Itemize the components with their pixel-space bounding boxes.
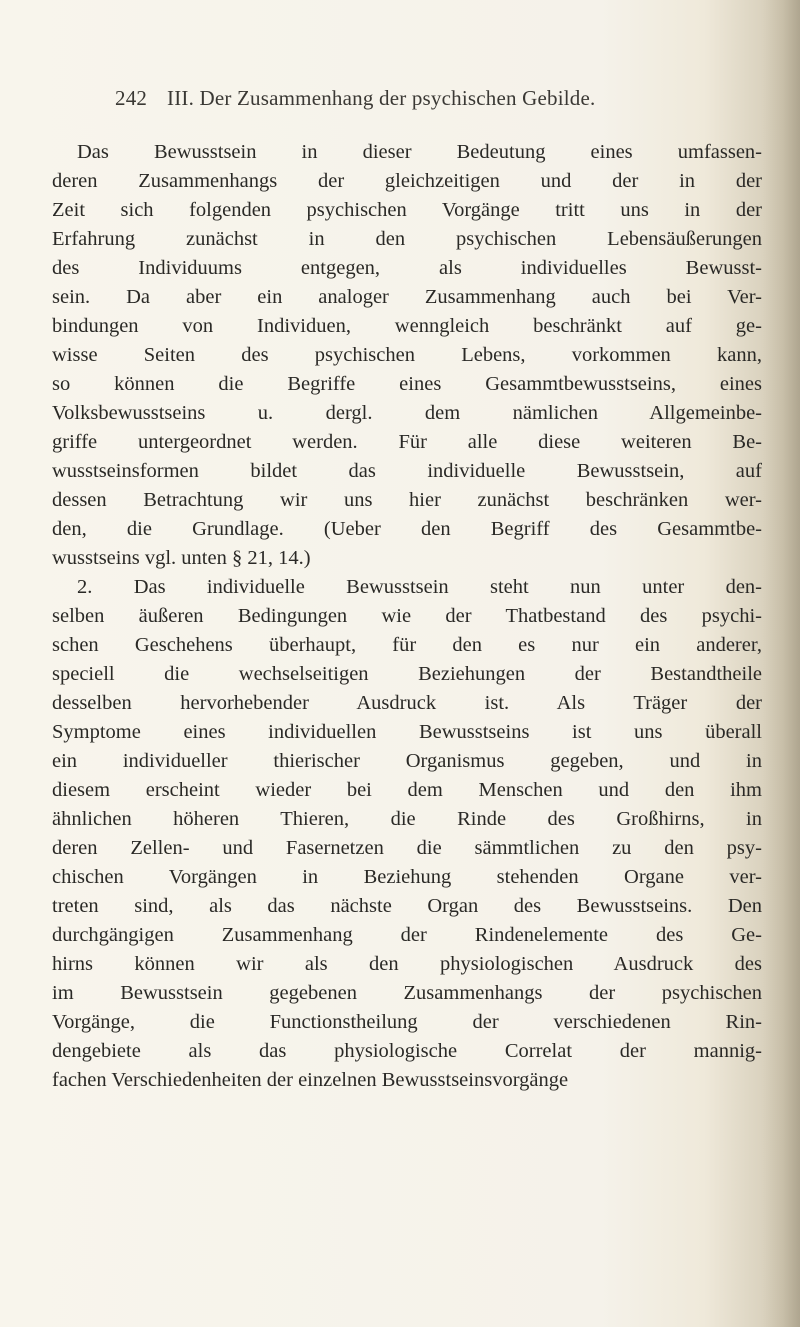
text-line: selben äußeren Bedingungen wie der Thatbestand des psychi- xyxy=(52,605,762,627)
body-text xyxy=(52,138,762,1095)
text-line: desselben hervorhebender Ausdruck ist. Als Träger der xyxy=(52,692,762,714)
text-line: ein individueller thierischer Organismus gegeben, und in xyxy=(52,750,762,772)
text-line: 2. Das individuelle Bewusstsein steht nun unter den- xyxy=(77,576,762,598)
text-line: Zeit sich folgenden psychischen Vorgänge tritt uns in der xyxy=(52,199,762,221)
text-line: Vorgänge, die Functionstheilung der verschiedenen Rin- xyxy=(52,1011,762,1033)
text-line: des Individuums entgegen, als individuelles Bewusst- xyxy=(52,257,762,279)
text-line: fachen Verschiedenheiten der einzelnen Bewusstseinsvorgänge xyxy=(52,1069,569,1091)
text-line: diesem erscheint wieder bei dem Menschen und den ihm xyxy=(52,779,762,801)
text-line: speciell die wechselseitigen Beziehungen der Bestandtheile xyxy=(52,663,762,685)
text-line: so können die Begriffe eines Gesammtbewusstseins, eines xyxy=(52,373,762,395)
text-line: dengebiete als das physiologische Correlat der mannig- xyxy=(52,1040,762,1062)
running-title: III. Der Zusammenhang der psychischen Gebilde. xyxy=(167,86,596,110)
text-line: hirns können wir als den physiologischen Ausdruck des xyxy=(52,953,762,975)
text-line: griffe untergeordnet werden. Für alle diese weiteren Be- xyxy=(52,431,762,453)
text-line: Erfahrung zunächst in den psychischen Lebensäußerungen xyxy=(52,228,762,250)
text-line: durchgängigen Zusammenhang der Rindenelemente des Ge- xyxy=(52,924,762,946)
text-line: Das Bewusstsein in dieser Bedeutung eines umfassen- xyxy=(77,141,762,163)
text-line: wusstseinsformen bildet das individuelle Bewusstsein, auf xyxy=(52,460,762,482)
text-line: ähnlichen höheren Thieren, die Rinde des Großhirns, in xyxy=(52,808,762,830)
text-line: schen Geschehens überhaupt, für den es nur ein anderer, xyxy=(52,634,762,656)
text-line: Symptome eines individuellen Bewusstseins ist uns überall xyxy=(52,721,762,743)
text-line: Volksbewusstseins u. dergl. dem nämlichen Allgemeinbe- xyxy=(52,402,762,424)
text-line: sein. Da aber ein analoger Zusammenhang auch bei Ver- xyxy=(52,286,762,308)
text-line: wusstseins vgl. unten § 21, 14.) xyxy=(52,547,311,569)
text-line: im Bewusstsein gegebenen Zusammenhangs der psychischen xyxy=(52,982,762,1004)
page-header xyxy=(115,86,695,118)
text-line: bindungen von Individuen, wenngleich beschränkt auf ge- xyxy=(52,315,762,337)
text-line: deren Zellen- und Fasernetzen die sämmtlichen zu den psy- xyxy=(52,837,762,859)
page-edge-shadow xyxy=(762,0,800,1327)
text-line: deren Zusammenhangs der gleichzeitigen und der in der xyxy=(52,170,762,192)
text-line: wisse Seiten des psychischen Lebens, vorkommen kann, xyxy=(52,344,762,366)
text-line: den, die Grundlage. (Ueber den Begriff des Gesammtbe- xyxy=(52,518,762,540)
page-number: 242 xyxy=(115,86,148,110)
text-line: dessen Betrachtung wir uns hier zunächst beschränken wer- xyxy=(52,489,762,511)
text-line: treten sind, als das nächste Organ des Bewusstseins. Den xyxy=(52,895,762,917)
text-line: chischen Vorgängen in Beziehung stehenden Organe ver- xyxy=(52,866,762,888)
